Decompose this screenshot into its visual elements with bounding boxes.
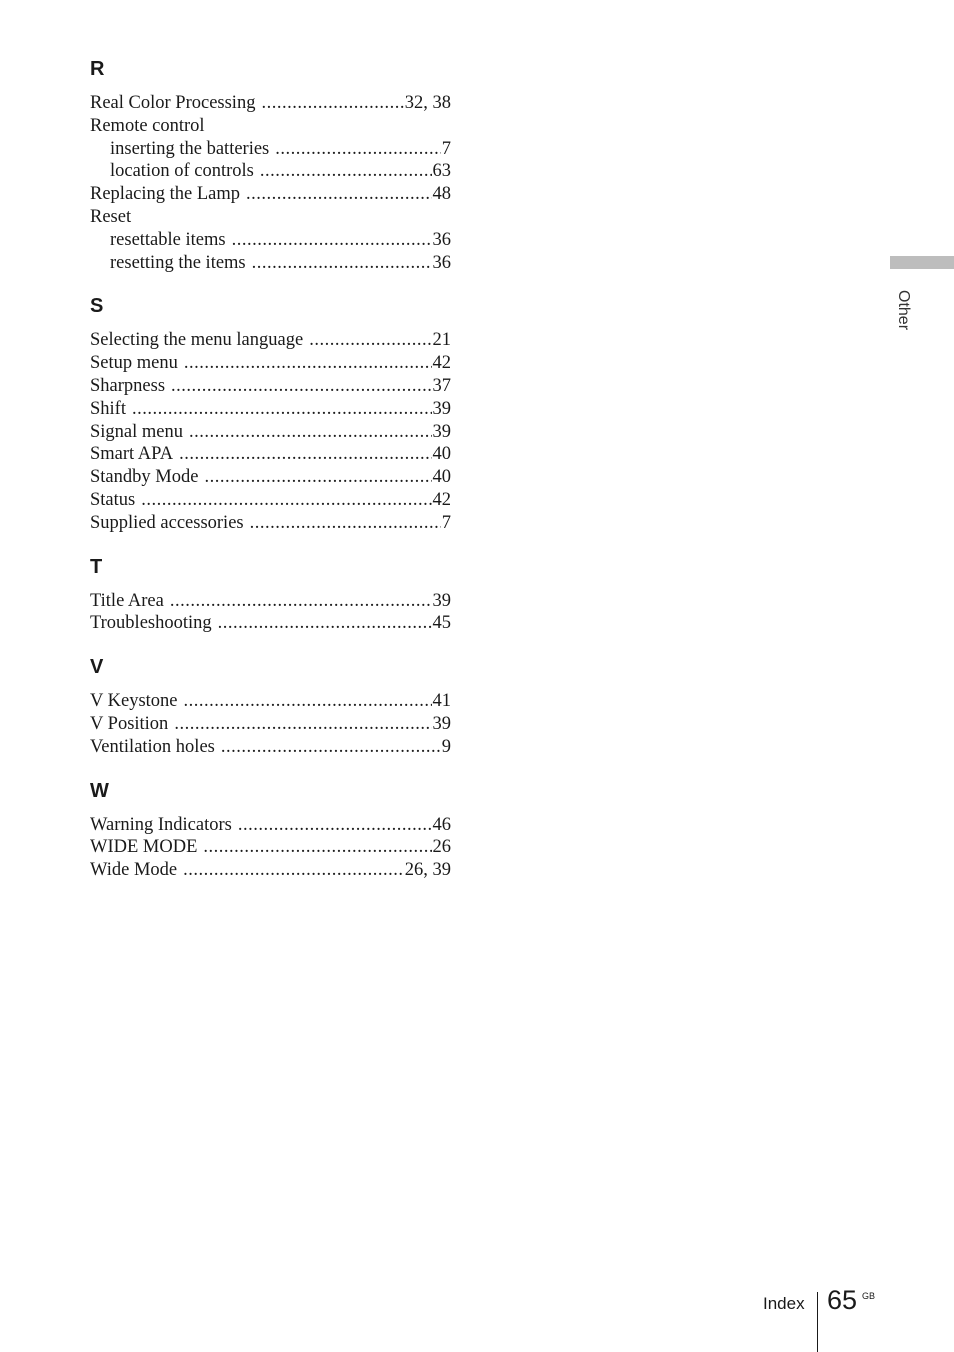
index-section bbox=[90, 294, 451, 534]
dot-leader bbox=[309, 329, 431, 352]
entry-label: Sharpness bbox=[90, 375, 166, 396]
dot-leader bbox=[275, 138, 440, 161]
entry-page-ref: 39 bbox=[432, 590, 451, 611]
index-subentry bbox=[90, 138, 451, 161]
index-entry bbox=[90, 115, 451, 138]
dot-leader bbox=[171, 375, 431, 398]
dot-leader bbox=[250, 512, 441, 535]
dot-leader bbox=[218, 612, 432, 635]
section-letter: S bbox=[90, 295, 104, 318]
dot-leader bbox=[203, 836, 431, 859]
footer-section-label: Index bbox=[763, 1294, 805, 1313]
entry-label: location of controls bbox=[110, 161, 254, 182]
section-letter: V bbox=[90, 656, 104, 679]
entry-label: Smart APA bbox=[90, 444, 174, 465]
entry-page-ref: 21 bbox=[432, 330, 451, 351]
entry-label: WIDE MODE bbox=[90, 837, 198, 858]
dot-leader bbox=[141, 489, 431, 512]
dot-leader bbox=[179, 443, 431, 466]
index-entry bbox=[90, 512, 451, 535]
entry-label: Shift bbox=[90, 398, 126, 419]
index-entry bbox=[90, 183, 451, 206]
index-section bbox=[90, 57, 451, 274]
index-entry bbox=[90, 443, 451, 466]
dot-leader bbox=[174, 713, 431, 736]
index-entry bbox=[90, 352, 451, 375]
index-entry bbox=[90, 421, 451, 444]
footer-divider bbox=[817, 1292, 818, 1352]
entry-page-ref: 46 bbox=[432, 814, 451, 835]
entry-label: Selecting the menu language bbox=[90, 330, 304, 351]
dot-leader bbox=[204, 466, 431, 489]
dot-leader bbox=[132, 398, 432, 421]
entry-page-ref: 7 bbox=[441, 138, 451, 159]
entry-page-ref: 32, 38 bbox=[404, 93, 451, 113]
entry-page-ref: 26, 39 bbox=[404, 860, 451, 881]
index-subentry bbox=[90, 160, 451, 183]
index-entry bbox=[90, 398, 451, 421]
index-entry bbox=[90, 206, 451, 229]
entry-label: Reset bbox=[90, 206, 132, 227]
entry-label: Wide Mode bbox=[90, 860, 178, 881]
entry-page-ref: 36 bbox=[432, 252, 451, 273]
index-entry bbox=[90, 466, 451, 489]
dot-leader bbox=[246, 183, 431, 206]
entry-label: Supplied accessories bbox=[90, 512, 244, 533]
dot-leader bbox=[261, 92, 403, 115]
dot-leader bbox=[232, 229, 432, 252]
dot-leader bbox=[252, 252, 432, 275]
side-tab-label: Other bbox=[895, 290, 912, 331]
entry-label: V Position bbox=[90, 713, 169, 734]
entry-label: resetting the items bbox=[110, 252, 246, 273]
index-subentry bbox=[90, 229, 451, 252]
entry-page-ref: 41 bbox=[432, 691, 451, 712]
entry-label: Ventilation holes bbox=[90, 736, 215, 757]
entry-page-ref: 45 bbox=[432, 613, 451, 634]
dot-leader bbox=[221, 736, 441, 759]
section-letter: R bbox=[90, 58, 105, 80]
entry-page-ref: 9 bbox=[441, 736, 451, 757]
entry-label: V Keystone bbox=[90, 691, 178, 712]
entry-label: Standby Mode bbox=[90, 467, 199, 488]
index-entry bbox=[90, 375, 451, 398]
index-entry bbox=[90, 836, 451, 859]
index-entry bbox=[90, 590, 451, 613]
entry-page-ref: 63 bbox=[432, 161, 451, 182]
entry-page-ref: 48 bbox=[432, 184, 451, 205]
index-entry bbox=[90, 489, 451, 512]
entry-page-ref: 39 bbox=[432, 421, 451, 442]
entry-page-ref: 7 bbox=[441, 512, 451, 533]
dot-leader bbox=[183, 859, 404, 882]
dot-leader bbox=[170, 590, 432, 613]
entry-page-ref: 36 bbox=[432, 229, 451, 250]
entry-label: Status bbox=[90, 489, 136, 510]
entry-label: Signal menu bbox=[90, 421, 184, 442]
entry-label: Title Area bbox=[90, 590, 164, 611]
section-letter: W bbox=[90, 779, 109, 802]
entry-page-ref: 40 bbox=[432, 467, 451, 488]
index-entry bbox=[90, 814, 451, 837]
index-section bbox=[90, 779, 451, 882]
entry-page-ref: 39 bbox=[432, 398, 451, 419]
index-entry bbox=[90, 690, 451, 713]
entry-label: Setup menu bbox=[90, 353, 178, 374]
dot-leader bbox=[184, 352, 432, 375]
entry-label: Warning Indicators bbox=[90, 814, 232, 835]
entry-page-ref: 42 bbox=[432, 353, 451, 374]
side-tab-marker bbox=[890, 256, 954, 269]
index-entry bbox=[90, 612, 451, 635]
entry-label: Remote control bbox=[90, 115, 205, 136]
entry-page-ref: 26 bbox=[432, 837, 451, 858]
page-number: 65 bbox=[827, 1285, 858, 1315]
entry-label: Replacing the Lamp bbox=[90, 184, 241, 205]
region-code: GB bbox=[862, 1291, 876, 1301]
index-entry bbox=[90, 736, 451, 759]
entry-label: Real Color Processing bbox=[90, 93, 256, 113]
section-letter: T bbox=[90, 555, 103, 578]
index-section bbox=[90, 655, 451, 758]
entry-label: inserting the batteries bbox=[110, 138, 270, 159]
index-entry bbox=[90, 859, 451, 882]
index-entry bbox=[90, 92, 451, 115]
entry-page-ref: 42 bbox=[432, 489, 451, 510]
dot-leader bbox=[238, 814, 432, 837]
dot-leader bbox=[189, 421, 431, 444]
entry-label: Troubleshooting bbox=[90, 613, 212, 634]
entry-page-ref: 40 bbox=[432, 444, 451, 465]
entry-label: resettable items bbox=[110, 229, 226, 250]
index-entry bbox=[90, 329, 451, 352]
entry-page-ref: 37 bbox=[432, 375, 451, 396]
dot-leader bbox=[184, 690, 432, 713]
index-section bbox=[90, 555, 451, 636]
index-subentry bbox=[90, 252, 451, 275]
dot-leader bbox=[260, 160, 432, 183]
index-column bbox=[90, 57, 451, 902]
entry-page-ref: 39 bbox=[432, 713, 451, 734]
index-entry bbox=[90, 713, 451, 736]
